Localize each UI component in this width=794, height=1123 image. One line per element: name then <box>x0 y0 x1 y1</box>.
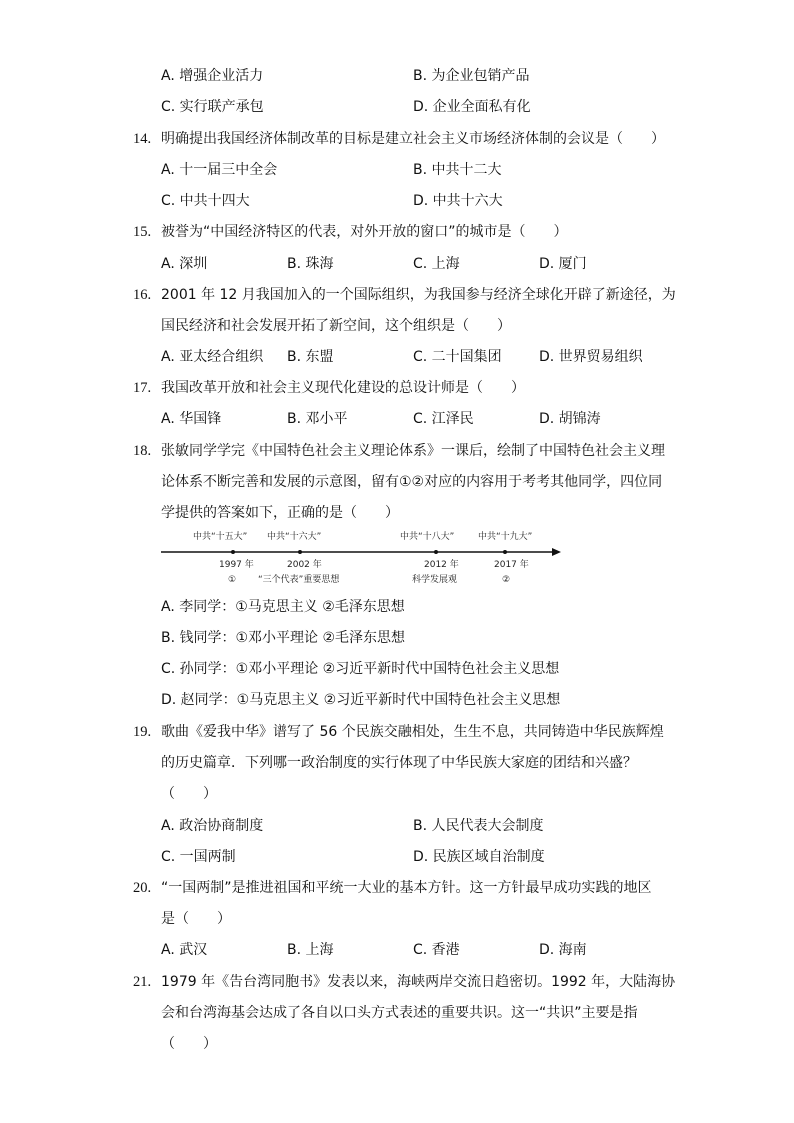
q16-option-a: A. 亚太经合组织 <box>161 349 264 365</box>
q19-option-d: D. 民族区域自治制度 <box>413 849 545 865</box>
q17-option-c: C. 江泽民 <box>413 411 474 427</box>
q16-option-c: C. 二十国集团 <box>413 349 502 365</box>
timeline-content-2: ② <box>502 575 511 585</box>
q21-stem-line3: （ ） <box>161 1036 217 1052</box>
q15-option-b: B. 珠海 <box>287 256 334 272</box>
q13-option-c: C. 实行联产承包 <box>161 99 264 115</box>
q16-number: 16. <box>133 287 152 303</box>
q15-stem: 被誉为“中国经济特区的代表，对外开放的窗口”的城市是（ ） <box>161 224 568 240</box>
q14-option-a: A. 十一届三中全会 <box>161 162 278 178</box>
q19-option-c: C. 一国两制 <box>161 849 236 865</box>
q20-option-a: A. 武汉 <box>161 942 208 958</box>
timeline-year-2012: 2012 年 <box>424 560 459 570</box>
q19-number: 19. <box>133 724 152 740</box>
q15-option-a: A. 深圳 <box>161 256 208 272</box>
q17-stem: 我国改革开放和社会主义现代化建设的总设计师是（ ） <box>161 380 525 396</box>
q16-stem-line2: 国民经济和社会发展开拓了新空间，这个组织是（ ） <box>161 318 511 334</box>
timeline-congress-15: 中共“十五大” <box>193 532 248 542</box>
q18-number: 18. <box>133 443 152 459</box>
q20-stem-line1: “一国两制”是推进祖国和平统一大业的基本方针。这一方针最早成功实践的地区 <box>161 880 652 896</box>
q14-number: 14. <box>133 131 152 147</box>
q16-option-b: B. 东盟 <box>287 349 334 365</box>
q21-stem-line2: 会和台湾海基会达成了各自以口头方式表述的重要共识。这一“共识”主要是指 <box>161 1005 638 1021</box>
q13-option-a: A. 增强企业活力 <box>161 68 264 84</box>
q21-stem-line1: 1979 年《告台湾同胞书》发表以来，海峡两岸交流日趋密切。1992 年，大陆海协 <box>161 974 676 990</box>
q19-stem-line2: 的历史篇章．下列哪一政治制度的实行体现了中华民族大家庭的团结和兴盛？ <box>161 755 637 771</box>
timeline-year-2017: 2017 年 <box>494 560 529 570</box>
q15-option-c: C. 上海 <box>413 256 460 272</box>
q17-option-b: B. 邓小平 <box>287 411 348 427</box>
q13-option-d: D. 企业全面私有化 <box>413 99 531 115</box>
q20-stem-line2: 是（ ） <box>161 911 231 927</box>
timeline-content-scientific-outlook: 科学发展观 <box>412 575 458 585</box>
q18-option-c: C. 孙同学：①邓小平理论 ②习近平新时代中国特色社会主义思想 <box>161 661 560 677</box>
q17-number: 17. <box>133 380 152 396</box>
q17-option-d: D. 胡锦涛 <box>539 411 601 427</box>
timeline-congress-19: 中共“十九大” <box>478 532 533 542</box>
q19-stem-line1: 歌曲《爱我中华》谱写了 56 个民族交融相处，生生不息，共同铸造中华民族辉煌 <box>161 724 664 740</box>
q16-option-d: D. 世界贸易组织 <box>539 349 643 365</box>
q17-option-a: A. 华国锋 <box>161 411 222 427</box>
q18-option-a: A. 李同学：①马克思主义 ②毛泽东思想 <box>161 599 405 615</box>
q18-stem-line1: 张敏同学学完《中国特色社会主义理论体系》一课后，绘制了中国特色社会主义理 <box>161 443 665 459</box>
timeline-year-1997: 1997 年 <box>219 560 254 570</box>
q20-option-c: C. 香港 <box>413 942 460 958</box>
q18-stem-line2: 论体系不断完善和发展的示意图，留有①②对应的内容用于考考其他同学，四位同 <box>161 474 663 490</box>
timeline-year-2002: 2002 年 <box>287 560 322 570</box>
q15-number: 15. <box>133 224 152 240</box>
q18-stem-line3: 学提供的答案如下，正确的是（ ） <box>161 505 399 521</box>
q19-option-a: A. 政治协商制度 <box>161 818 264 834</box>
q16-stem-line1: 2001 年 12 月我国加入的一个国际组织，为我国参与经济全球化开辟了新途径，为 <box>161 287 676 303</box>
q18-option-b: B. 钱同学：①邓小平理论 ②毛泽东思想 <box>161 630 406 646</box>
timeline-content-three-represents: “三个代表”重要思想 <box>258 575 340 585</box>
q19-option-b: B. 人民代表大会制度 <box>413 818 544 834</box>
q18-option-d: D. 赵同学：①马克思主义 ②习近平新时代中国特色社会主义思想 <box>161 692 561 708</box>
q14-option-c: C. 中共十四大 <box>161 193 250 209</box>
q14-option-b: B. 中共十二大 <box>413 162 502 178</box>
timeline-content-1: ① <box>228 575 237 585</box>
q20-option-d: D. 海南 <box>539 942 587 958</box>
q21-number: 21. <box>133 974 152 990</box>
timeline-congress-18: 中共“十八大” <box>400 532 455 542</box>
q19-stem-line3: （ ） <box>161 786 217 802</box>
q13-option-b: B. 为企业包销产品 <box>413 68 530 84</box>
q15-option-d: D. 厦门 <box>539 256 587 272</box>
timeline-congress-16: 中共“十六大” <box>267 532 322 542</box>
q20-number: 20. <box>133 880 152 896</box>
q14-stem: 明确提出我国经济体制改革的目标是建立社会主义市场经济体制的会议是（ ） <box>161 131 665 147</box>
q20-option-b: B. 上海 <box>287 942 334 958</box>
q14-option-d: D. 中共十六大 <box>413 193 503 209</box>
